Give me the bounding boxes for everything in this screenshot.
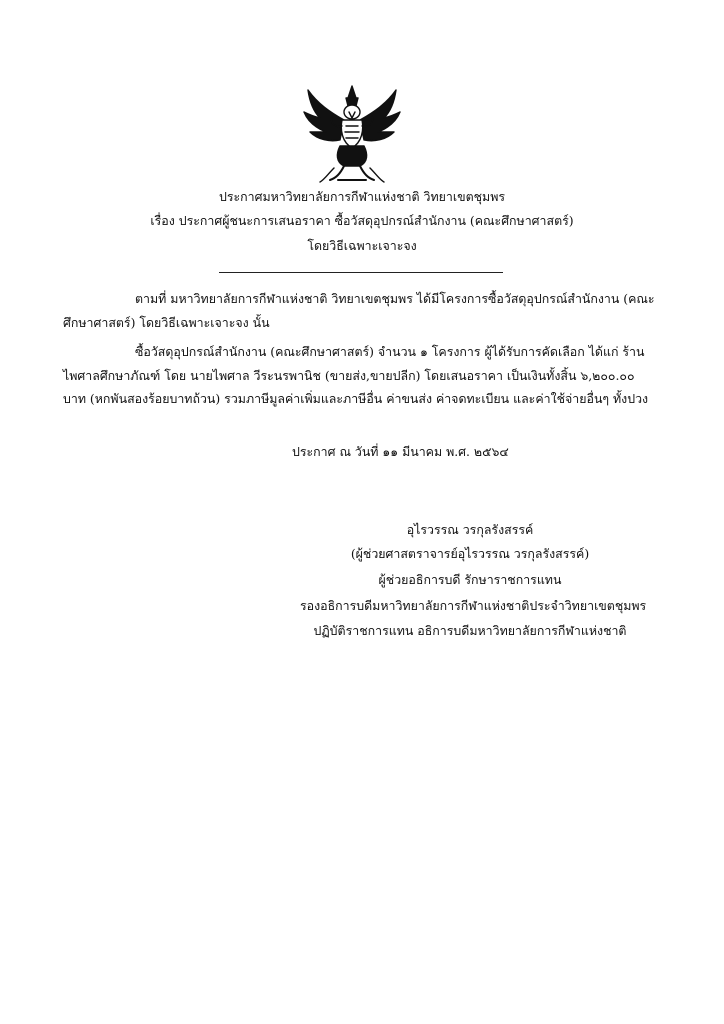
procurement-method: โดยวิธีเฉพาะเจาะจง	[307, 238, 417, 253]
announcement-date: ประกาศ ณ วันที่ ๑๑ มีนาคม พ.ศ. ๒๕๖๔	[292, 444, 509, 459]
signatory-name: อุไรวรรณ วรกุลรังสรรค์	[406, 522, 534, 537]
signatory-position-1: ผู้ช่วยอธิการบดี รักษาราชการแทน	[378, 572, 562, 587]
signatory-full-name: (ผู้ช่วยศาสตราจารย์อุไรวรรณ วรกุลรังสรรค์)	[350, 546, 590, 561]
garuda-emblem-icon	[300, 82, 404, 186]
signatory-position-3: ปฏิบัติราชการแทน อธิการบดีมหาวิทยาลัยการกีฬาแห่งชาติ	[313, 623, 627, 638]
signatory-position-2: รองอธิการบดีมหาวิทยาลัยการกีฬาแห่งชาติประจำวิทยาเขตชุมพร	[300, 598, 647, 613]
divider-line	[219, 272, 503, 273]
body-paragraph-2: ซื้อวัสดุอุปกรณ์สำนักงาน (คณะศึกษาศาสตร์) จำนวน ๑ โครงการ ผู้ได้รับการคัดเลือก ได้แก่ ร้านไพศาลศึกษาภัณฑ์ โดย นายไพศาล วีระนรพานิช (ขายส่ง,ขายปลีก) โดยเสนอราคา เป็นเงินทั้งสิ้น ๖,๒๐๐.๐๐ บาท (หกพันสองร้อยบาทถ้วน) รวมภาษีมูลค่าเพิ่มและภาษีอื่น ค่าขนส่ง ค่าจดทะเบียน และค่าใช้จ่ายอื่นๆ ทั้งปวง	[63, 344, 649, 407]
body-paragraph-1: ตามที่ มหาวิทยาลัยการกีฬาแห่งชาติ วิทยาเขตชุมพร ได้มีโครงการซื้อวัสดุอุปกรณ์สำนักงาน (คณะศึกษาศาสตร์) โดยวิธีเฉพาะเจาะจง นั้น	[63, 291, 655, 330]
announcement-title: ประกาศมหาวิทยาลัยการกีฬาแห่งชาติ วิทยาเขตชุมพร	[218, 189, 506, 204]
announcement-subject: เรื่อง ประกาศผู้ชนะการเสนอราคา ซื้อวัสดุอุปกรณ์สำนักงาน (คณะศึกษาศาสตร์)	[150, 213, 574, 228]
